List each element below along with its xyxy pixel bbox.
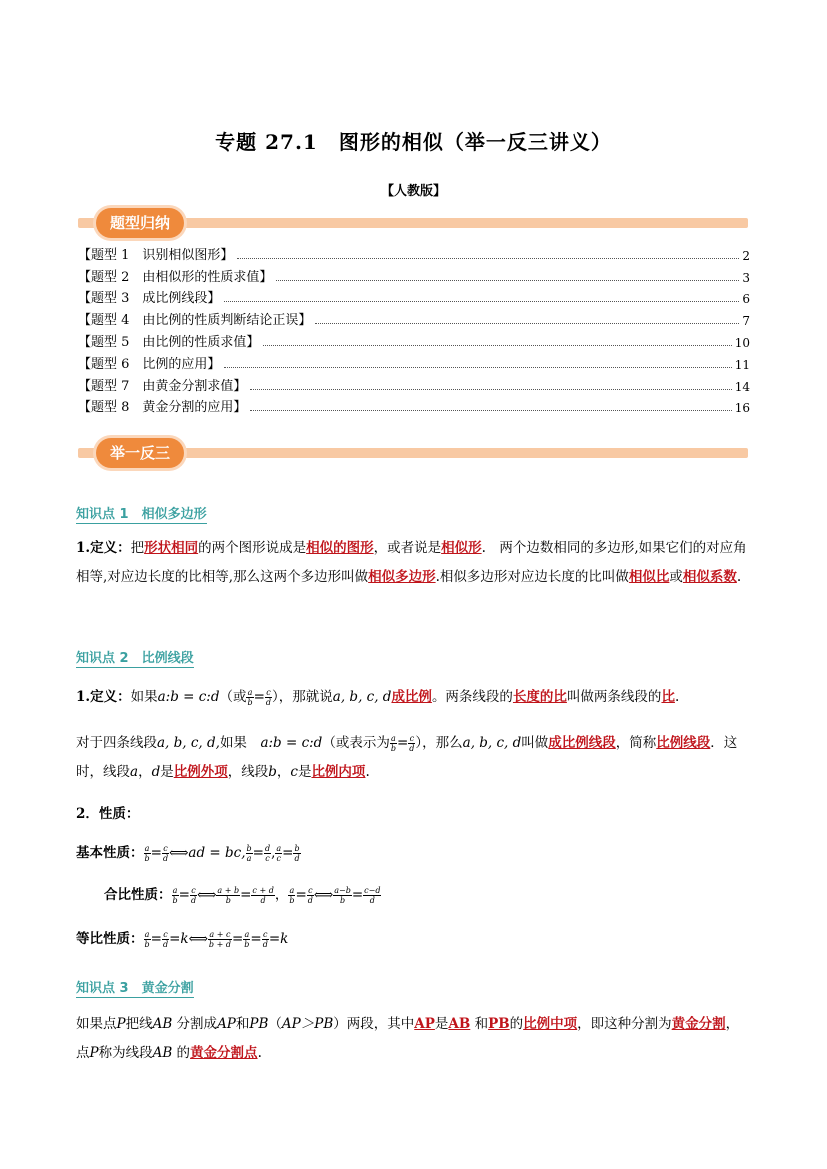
toc-item[interactable]: 【题型 5 由比例的性质求值】 10 [78, 334, 750, 350]
toc-item[interactable]: 【题型 7 由黄金分割求值】 14 [78, 378, 750, 394]
toc-item[interactable]: 【题型 3 成比例线段】 6 [78, 291, 750, 307]
edition-label: 【人教版】 [380, 184, 446, 199]
toc-item[interactable]: 【题型 4 由比例的性质判断结论正误】 7 [78, 313, 750, 329]
kp2-properties-heading: 2．性质： [76, 806, 140, 822]
toc-item[interactable]: 【题型 6 比例的应用】 11 [78, 356, 750, 372]
kp2-equal-ratio-property: 等比性质： $\frac{a}{b}$ = $\frac{c}{d}$ =k⟺ $\frac{a + c}{b + d}$ = $\frac{a}{b}$ = $\frac{c}{d}$ =k [76, 930, 289, 949]
kp1-definition: 1.定义：把形状相同的两个图形说成是相似的图形，或者说是相似形. 两个边数相同的多边形,如果它们的对应角相等,对应边长度的比相等,那么这两个多边形叫做相似多边形.相似多边形对应边长度的比叫做相似比或相似系数. [76, 540, 747, 585]
toc-section-tag: 题型归纳 [96, 208, 184, 238]
kp3-golden-section: 如果点P把线AB 分割成AP和PB（AP＞PB）两段，其中AP是AB 和PB的比例中项，即这种分割为黄金分割，点P称为线段AB 的黄金分割点. [76, 1016, 740, 1061]
page-title: 专题 27.1 图形的相似（举一反三讲义） [215, 130, 612, 154]
toc-item[interactable]: 【题型 8 黄金分割的应用】 16 [78, 400, 750, 416]
knowledge-point-3-heading: 知识点 3 黄金分割 [76, 977, 194, 998]
kp2-basic-property: 基本性质： $\frac{a}{b}$ = $\frac{c}{d}$ ⟺ad = bc, $\frac{b}{a}$ = $\frac{d}{c}$ , $\frac{a}{c}$ = $\frac{b}{d}$ [76, 844, 300, 863]
kp2-combined-property: 合比性质： $\frac{a}{b}$ = $\frac{c}{d}$ ⟺ $\frac{a + b}{b}$ = $\frac{c + d}{d}$ ， $\frac{a}{b}$ = $\frac{c}{d}$ ⟺ $\frac{a-b}{b}$ = $\frac{c-d}{d}$ [104, 886, 381, 905]
table-of-contents [78, 241, 750, 415]
kp2-definition: 1.定义：如果a:b = c:d（或 $\frac{a}{b}$ = $\frac{c}{d}$ ），那就说a, b, c, d成比例。两条线段的长度的比叫做两条线段的比. [76, 688, 680, 707]
toc-item[interactable]: 【题型 2 由相似形的性质求值】 3 [78, 269, 750, 285]
toc-item[interactable]: 【题型 1 识别相似图形】 2 [78, 247, 750, 263]
kp2-segments-paragraph: 对于四条线段a, b, c, d,如果 a:b = c:d（或表示为 $\frac{a}{b}$ = $\frac{c}{d}$ ），那么a, b, c, d叫做成比例线段，简称比例线段．这时，线段a，d是比例外项，线段b，c是比例内项. [76, 734, 738, 780]
knowledge-point-2-heading: 知识点 2 比例线段 [76, 647, 194, 668]
knowledge-point-1-heading: 知识点 1 相似多边形 [76, 503, 207, 524]
practice-section-tag: 举一反三 [96, 438, 184, 468]
